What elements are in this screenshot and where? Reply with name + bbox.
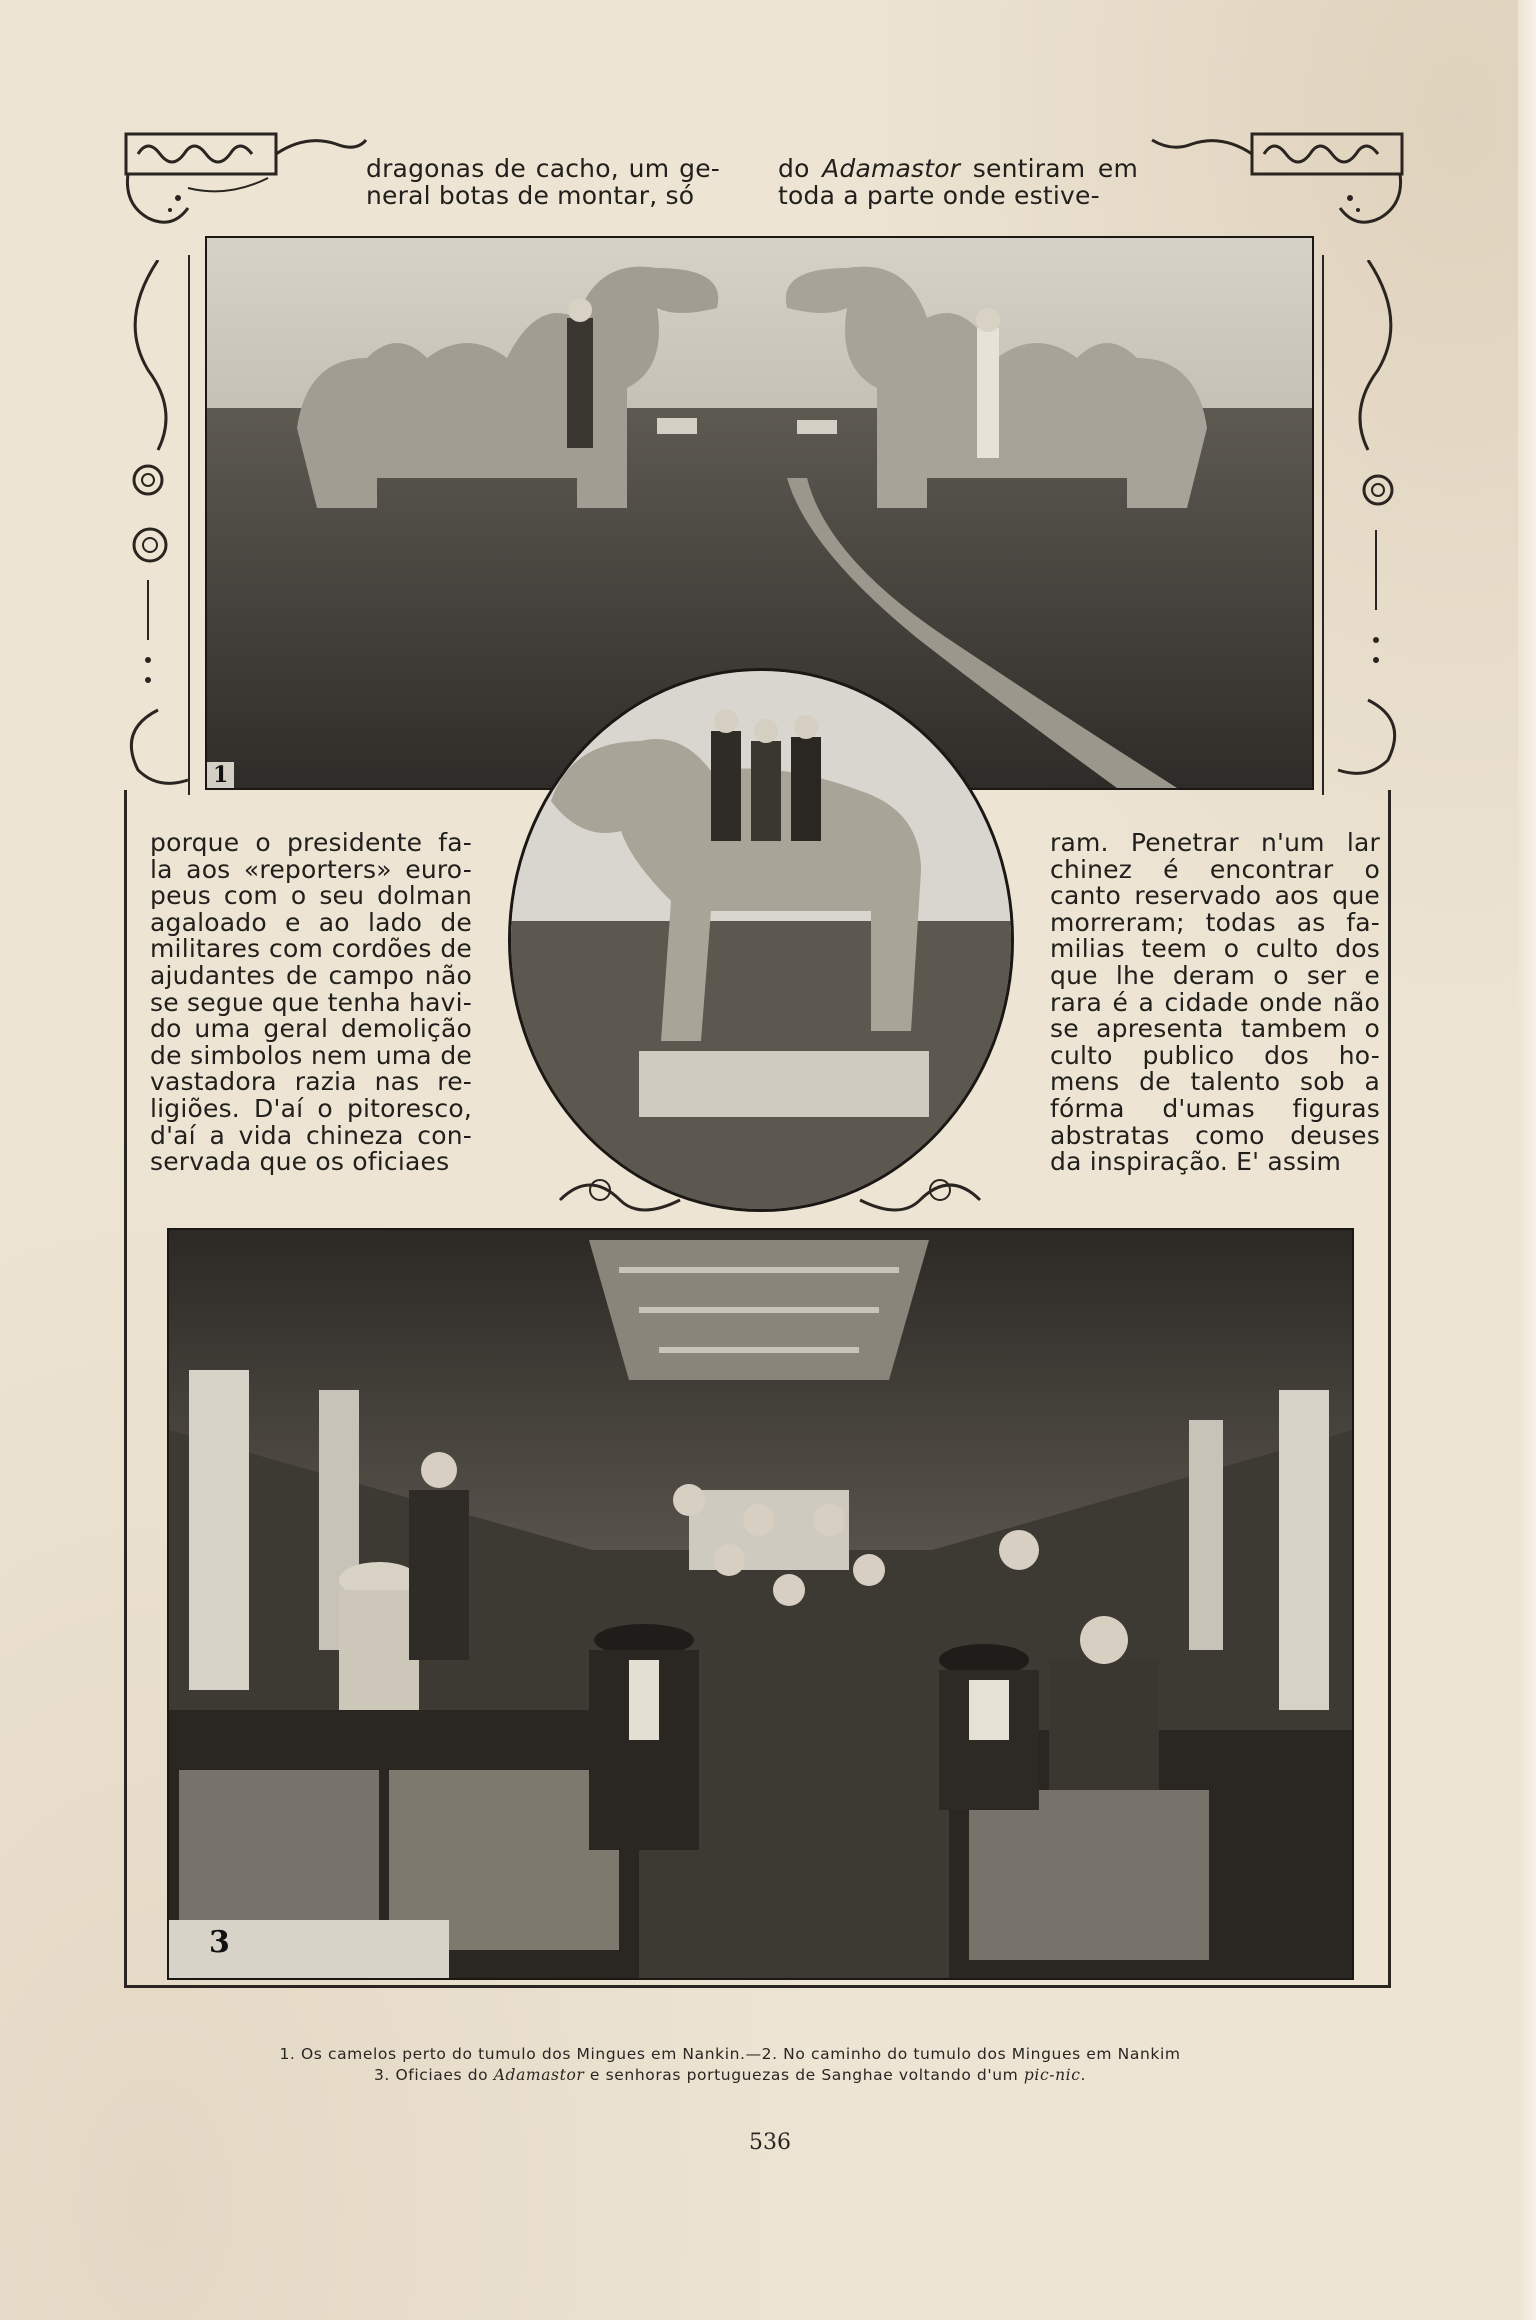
text-line: que lhe deram o ser e [1050, 960, 1380, 990]
text-line: dragonas de cacho, um ge- [366, 154, 720, 183]
text-line: porque o presidente fa- [150, 828, 472, 857]
ship-name: Adamastor [822, 154, 961, 183]
text-line: morreram; todas as fa- [1050, 907, 1380, 937]
text-line: do uma geral demolição [150, 1014, 472, 1044]
frame-right-line [1388, 790, 1391, 1985]
text-line: ajudantes de campo não [150, 960, 472, 990]
caption-line-1: 1. Os camelos perto do tumulo dos Mingues em Nankin.—2. No caminho do tumulo dos Mingues em Nankim [279, 2045, 1181, 2063]
text-line: rara é a cidade onde não [1050, 987, 1380, 1017]
text-line: ligiões. D'aí o pitoresco, [150, 1093, 472, 1123]
frame-left-line [124, 790, 127, 1985]
photo-number-3: 3 [209, 1925, 230, 1960]
text-line: abstratas como deuses [1050, 1120, 1380, 1150]
text-line: peus com o seu dolman [150, 881, 472, 911]
caption-line-2 [140, 2065, 1320, 2086]
text-line: chinez é encontrar o [1050, 854, 1380, 884]
caption-fragment: . [1080, 2066, 1087, 2084]
text-line: neral botas de montar, só [366, 180, 695, 210]
photo-caption [140, 2044, 1320, 2086]
text-line: ram. Penetrar n'um lar [1050, 828, 1380, 857]
photo-number-1: 1 [207, 762, 234, 788]
right-column-text [1050, 830, 1380, 1176]
text-fragment: do [778, 154, 823, 183]
caption-fragment: e senhoras portuguezas de Sanghae voltando d'um [584, 2066, 1024, 2084]
text-line: d'aí a vida chineza con- [150, 1120, 472, 1150]
text-line: mens de talento sob a [1050, 1067, 1380, 1097]
horse-illustration [511, 671, 1011, 1209]
text-line: se segue que tenha havi- [150, 987, 472, 1017]
text-line: de simbolos nem uma de [150, 1040, 472, 1070]
text-line: fórma d'umas figuras [1050, 1093, 1380, 1123]
text-line: culto publico dos ho- [1050, 1040, 1380, 1070]
flourish-right-side-ornament [1318, 260, 1408, 790]
left-column-text [150, 830, 472, 1176]
top-left-text [366, 156, 720, 209]
flourish-left-side-ornament [118, 260, 208, 790]
page-number: 536 [749, 2130, 791, 2155]
top-right-text [778, 156, 1138, 209]
text-line: da inspiração. E' assim [1050, 1147, 1342, 1177]
page-edge [1518, 0, 1536, 2320]
text-line: toda a parte onde estive- [778, 180, 1100, 210]
text-line: se apresenta tambem o [1050, 1014, 1380, 1044]
text-line: canto reservado aos que [1050, 881, 1380, 911]
text-line: vastadora razia nas re- [150, 1067, 472, 1097]
text-line [778, 156, 1138, 183]
text-line: servada que os oficiaes [150, 1147, 450, 1177]
train-interior-illustration [169, 1230, 1352, 1978]
frame-bottom-line [124, 1985, 1391, 1988]
caption-ship-name: Adamastor [493, 2066, 585, 2084]
caption-fragment: 3. Oficiaes do [373, 2066, 494, 2084]
caption-picnic: pic-nic [1023, 2066, 1081, 2084]
photo-train-car [167, 1228, 1354, 1980]
text-line: la aos «reporters» euro- [150, 854, 472, 884]
text-line: agaloado e ao lado de [150, 907, 472, 937]
text-line: militares com cordões de [150, 934, 472, 964]
text-fragment: sentiram em [960, 154, 1138, 183]
photo-stone-horse [508, 668, 1014, 1212]
text-line: milias teem o culto dos [1050, 934, 1380, 964]
